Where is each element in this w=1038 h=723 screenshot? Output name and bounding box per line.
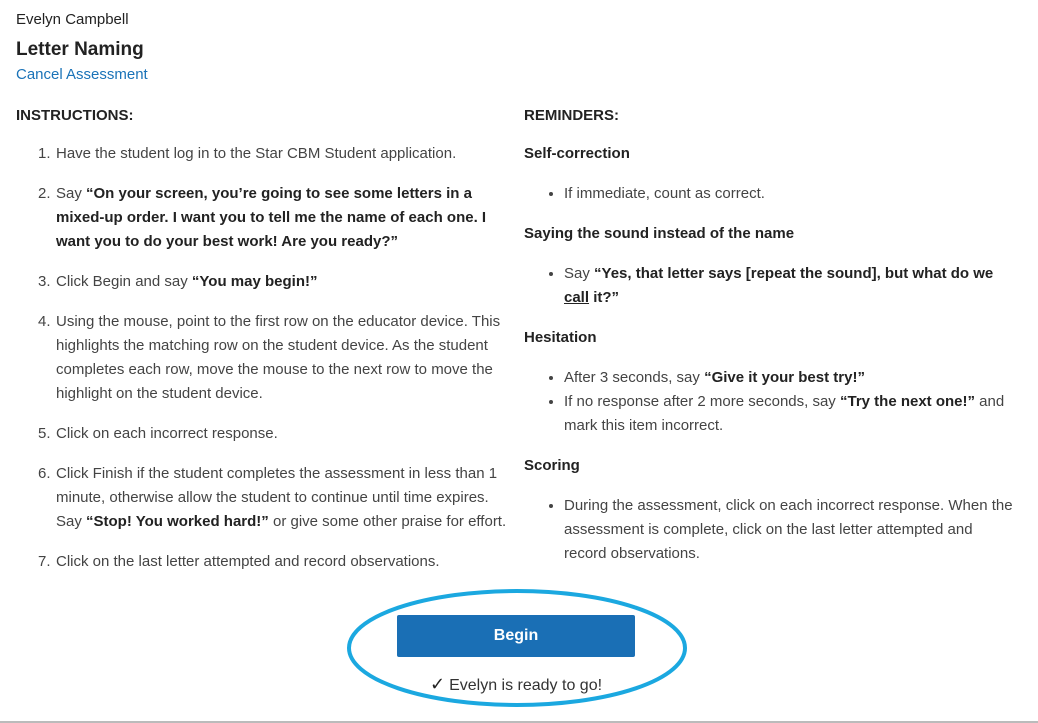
reminders-panel [524, 104, 1014, 582]
body-text: Click on the last letter attempted and record observations. [56, 553, 440, 570]
emphasis-text: “Stop! You worked hard!” [86, 513, 269, 530]
body-text: If immediate, count as correct. [564, 185, 765, 202]
assessment-header [16, 10, 148, 85]
instruction-step [40, 182, 516, 254]
step-number: 4. [38, 313, 51, 330]
begin-button[interactable]: Begin [397, 615, 635, 657]
body-text: After 3 seconds, say [564, 369, 705, 386]
student-name: Evelyn Campbell [16, 11, 129, 28]
emphasis-text: “You may begin!” [191, 273, 318, 290]
reminder-item [564, 390, 1014, 438]
reminders-body [524, 142, 1014, 566]
cancel-assessment-link[interactable]: Cancel Assessment [16, 66, 148, 83]
check-icon: ✓ [429, 674, 446, 694]
body-text: or give some other praise for effort. [268, 513, 507, 530]
body-text: Click Begin and say [56, 273, 192, 290]
instructions-list [16, 142, 516, 574]
reminder-item [564, 182, 1014, 206]
body-text: Click on each incorrect response. [56, 425, 278, 442]
emphasis-text: “On your screen, you’re going to see some letters in a mixed-up order. I want you to tell me the name of each one. I want you to do your best work! Are you ready?” [56, 185, 487, 250]
reminder-list [524, 494, 1014, 566]
step-number: 5. [38, 425, 51, 442]
body-text: Have the student log in to the Star CBM Student application. [56, 145, 457, 162]
emphasis-text: “Give it your best try!” [704, 369, 865, 386]
step-number: 1. [38, 145, 51, 162]
instructions-heading: INSTRUCTIONS: [16, 107, 134, 124]
emphasis-text: call [564, 289, 590, 306]
ready-status-text: Evelyn is ready to go! [449, 677, 603, 694]
body-text: Say [564, 265, 595, 282]
body-text: If no response after 2 more seconds, say [564, 393, 840, 410]
body-text: Using the mouse, point to the first row on the educator device. This highlights the matching row on the student device. As the student completes each row, move the mouse to the next row to move the highlight on the student device. [56, 313, 501, 402]
step-number: 2. [38, 185, 51, 202]
reminders-heading: REMINDERS: [524, 107, 620, 124]
body-text: and mark this item incorrect. [564, 393, 1005, 434]
instruction-step [40, 422, 516, 446]
instructions-panel [16, 104, 516, 590]
emphasis-text: “Yes, that letter says [repeat the sound], but what do we [594, 265, 994, 282]
emphasis-text: it?” [589, 289, 620, 306]
reminder-list [524, 366, 1014, 438]
instruction-step [40, 550, 516, 574]
reminder-item [564, 366, 1014, 390]
reminder-subheading: Hesitation [524, 329, 597, 346]
step-number: 6. [38, 465, 51, 482]
reminder-subheading: Scoring [524, 457, 580, 474]
step-number: 7. [38, 553, 51, 570]
instruction-step [40, 270, 516, 294]
reminder-list [524, 182, 1014, 206]
instruction-step [40, 310, 516, 406]
ready-status [397, 674, 635, 695]
emphasis-text: “Try the next one!” [839, 393, 976, 410]
step-number: 3. [38, 273, 51, 290]
instruction-step [40, 462, 516, 534]
body-text: During the assessment, click on each incorrect response. When the assessment is complete, click on the last letter attempted and record observations. [564, 497, 1013, 562]
reminder-item [564, 494, 1014, 566]
reminder-subheading: Self-correction [524, 145, 630, 162]
reminder-item [564, 262, 1014, 310]
body-text: Click Finish if the student completes the assessment in less than 1 minute, otherwise allow the student to continue until time expires. Say [56, 465, 498, 530]
page-title: Letter Naming [16, 39, 144, 60]
instruction-step [40, 142, 516, 166]
reminder-list [524, 262, 1014, 310]
reminder-subheading: Saying the sound instead of the name [524, 225, 795, 242]
body-text: Say [56, 185, 87, 202]
